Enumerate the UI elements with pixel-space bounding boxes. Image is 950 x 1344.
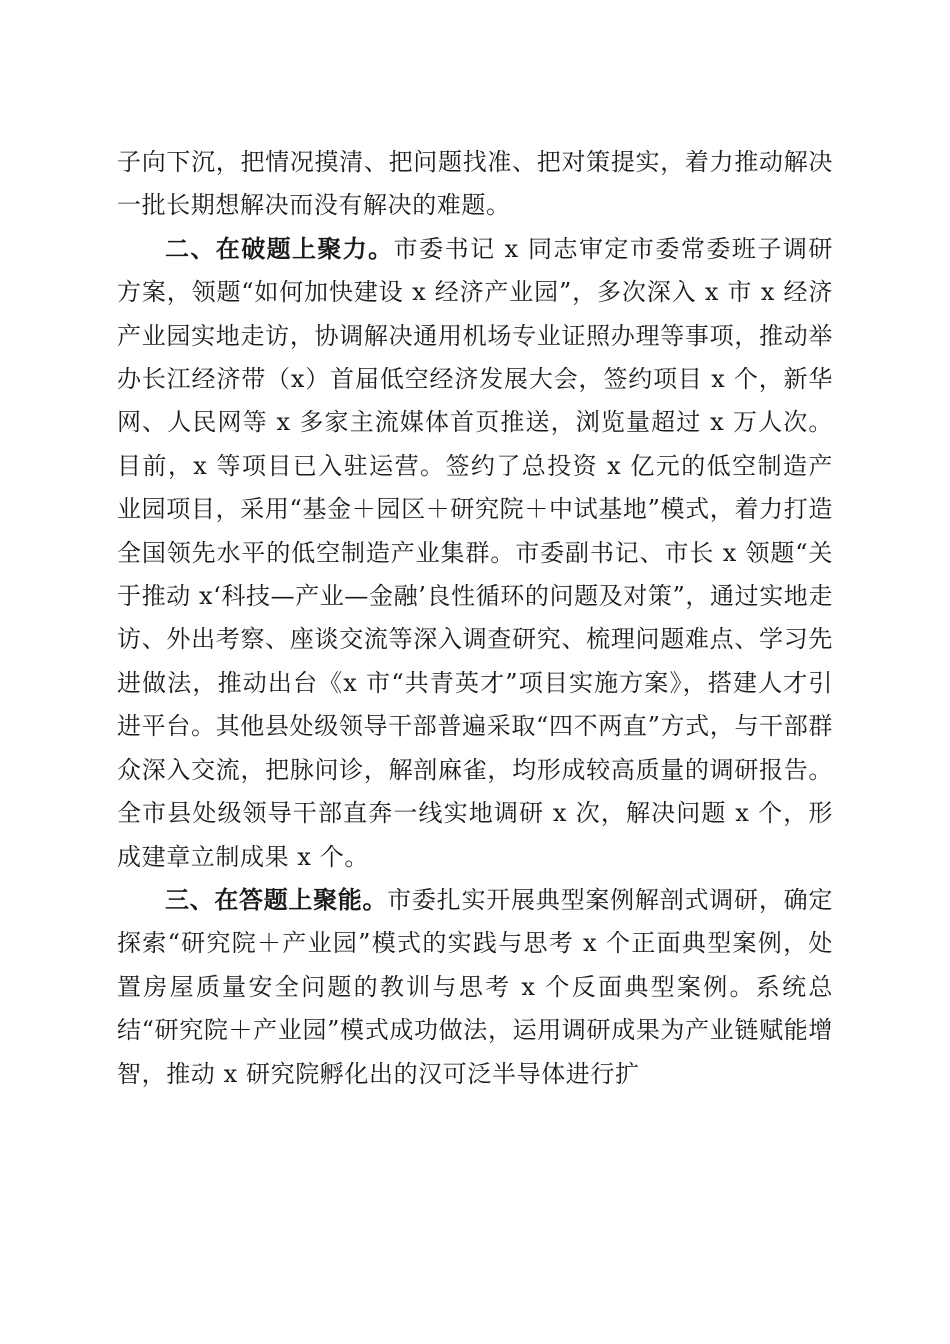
section-heading-2: 二、在破题上聚力。 bbox=[165, 234, 394, 263]
section-body-3: 市委扎实开展典型案例解剖式调研，确定探索“研究院＋产业园”模式的实践与思考 x 个正面典型案例，处置房屋质量安全问题的教训与思考 x 个反面典型案例。系统总结“研究院＋产业园”模式成功做法，运用调研成果为产业链赋能增智，推动 x 研究院孵化出的汉可泛半导体进行扩 bbox=[117, 885, 833, 1088]
document-page bbox=[117, 141, 833, 1096]
paragraph-continuation: 子向下沉，把情况摸清、把问题找准、把对策提实，着力推动解决一批长期想解决而没有解决的难题。 bbox=[117, 148, 833, 220]
paragraph-section-2 bbox=[117, 228, 833, 879]
section-heading-3: 三、在答题上聚能。 bbox=[165, 885, 388, 914]
section-body-2: 市委书记 x 同志审定市委常委班子调研方案，领题“如何加快建设 x 经济产业园”，多次深入 x 市 x 经济产业园实地走访，协调解决通用机场专业证照办理等事项，推动举办长江经济带（x）首届低空经济发展大会，签约项目 x 个，新华网、人民网等 x 多家主流媒体首页推送，浏览量超过 x 万人次。目前，x 等项目已入驻运营。签约了总投资 x 亿元的低空制造产业园项目，采用“基金＋园区＋研究院＋中试基地”模式，着力打造全国领先水平的低空制造产业集群。市委副书记、市长 x 领题“关于推动 x‘科技—产业—金融’良性循环的问题及对策”，通过实地走访、外出考察、座谈交流等深入调查研究、梳理问题难点、学习先进做法，推动出台《x 市“共青英才”项目实施方案》，搭建人才引进平台。其他县处级领导干部普遍采取“四不两直”方式，与干部群众深入交流，把脉问诊，解剖麻雀，均形成较高质量的调研报告。全市县处级领导干部直奔一线实地调研 x 次，解决问题 x 个，形成建章立制成果 x 个。 bbox=[117, 234, 834, 871]
paragraph-section-3 bbox=[117, 879, 833, 1096]
